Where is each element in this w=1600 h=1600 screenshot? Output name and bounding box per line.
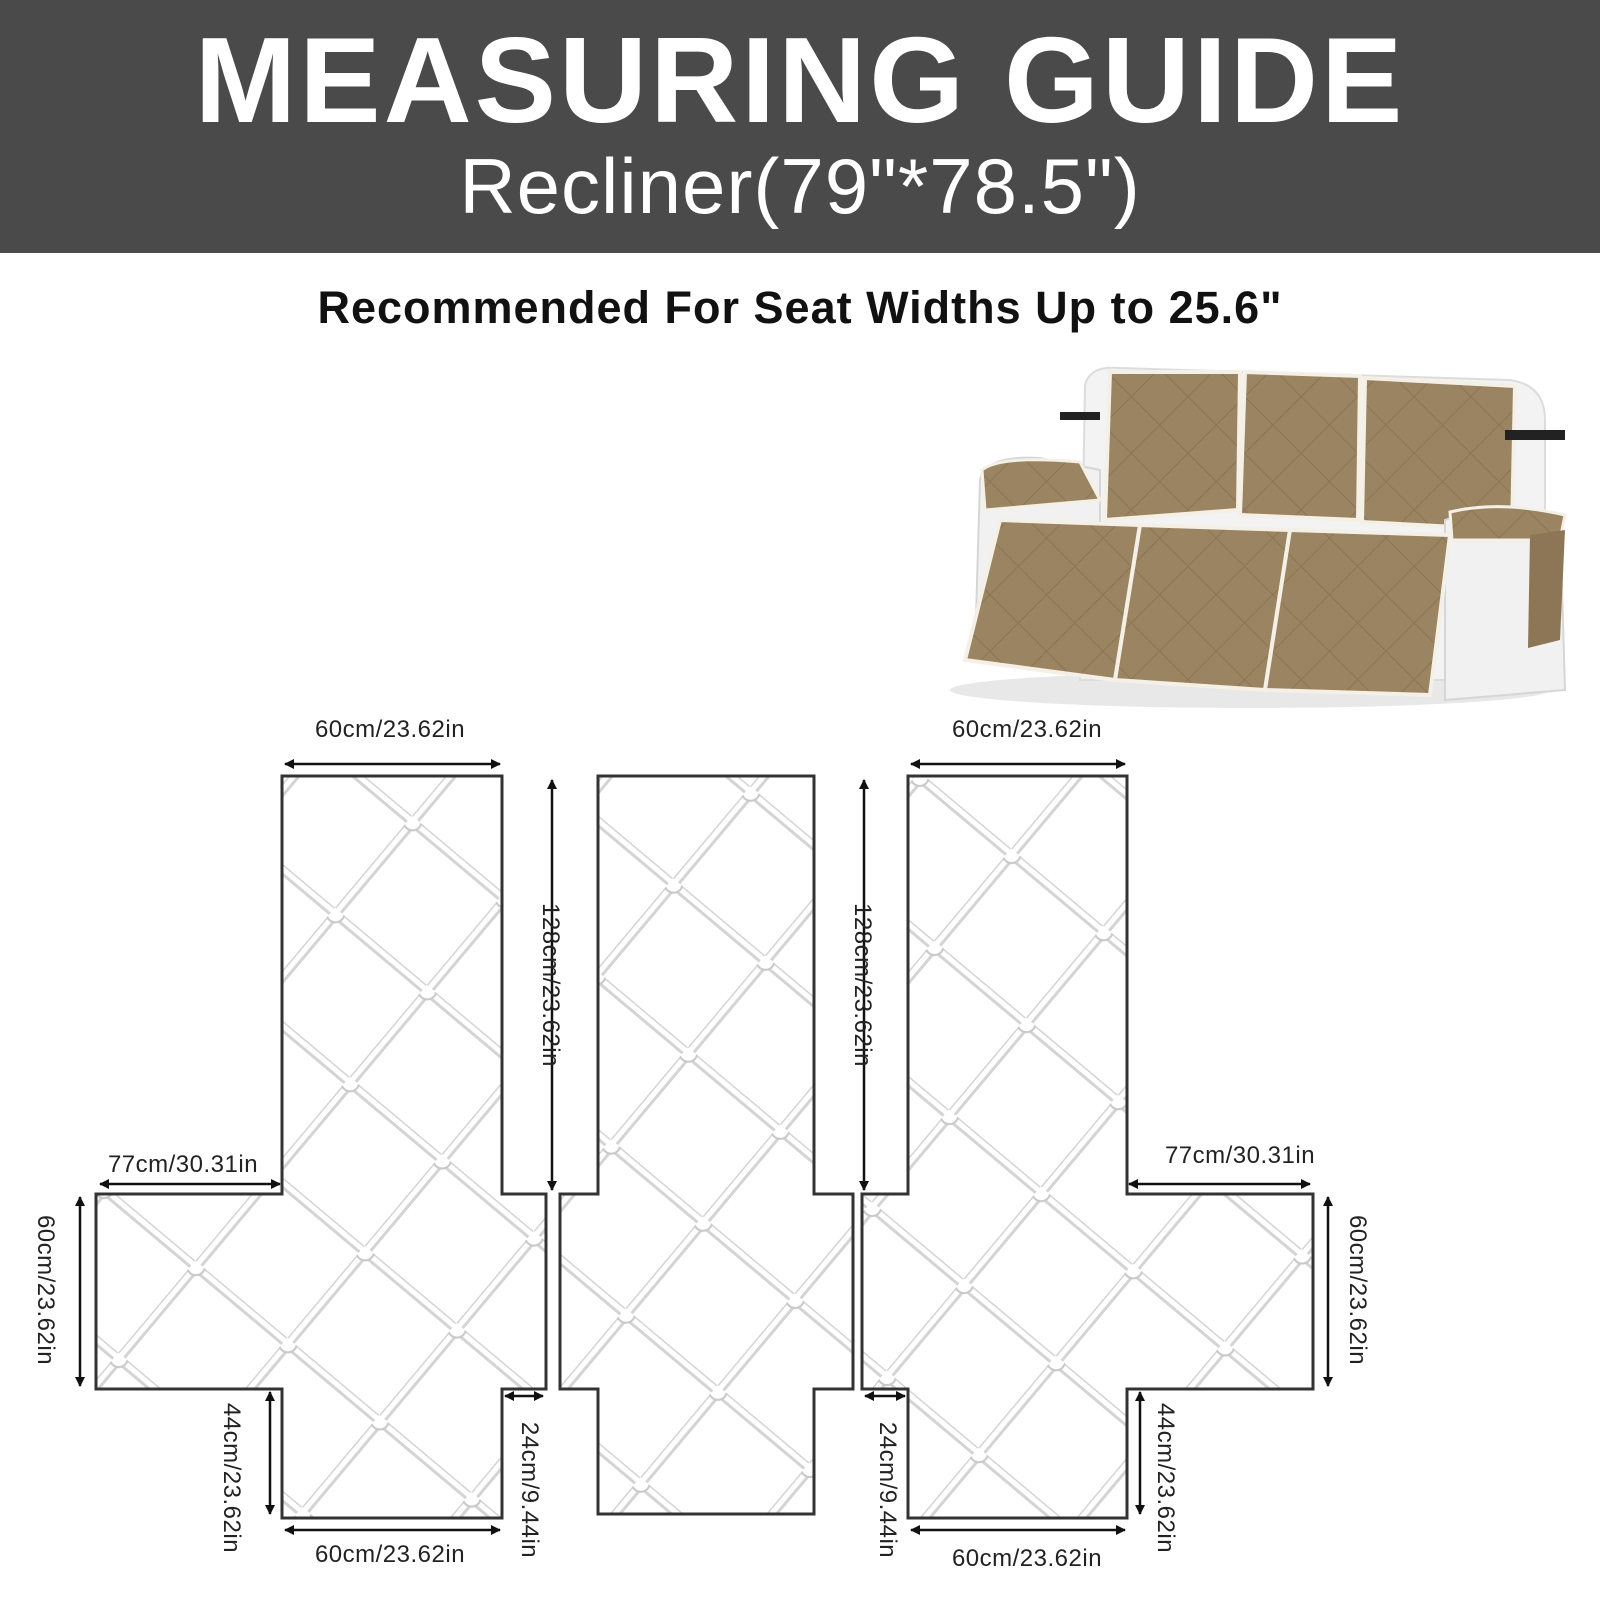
bottom-width-right-label: 60cm/23.62in [951,1545,1103,1572]
top-width-right-label: 60cm/23.62in [951,716,1103,743]
left-cover-piece [96,776,546,1518]
tuck-gap-right-label: 24cm/9.44in [874,1421,901,1559]
tuck-gap-left-label: 24cm/9.44in [516,1421,543,1559]
page-title: MEASURING GUIDE [194,12,1406,148]
back-length-left-label: 128cm/23.62in [537,903,564,1067]
arm-height-right-label: 60cm/23.62in [1344,1214,1371,1366]
recliner-sofa-photo [950,368,1565,708]
back-length-middle-label: 128cm/23.62in [849,903,876,1067]
page-subtitle: Recliner(79"*78.5") [459,142,1141,230]
top-width-left-label: 60cm/23.62in [314,716,466,743]
footrest-length-left-label: 44cm/23.62in [218,1402,245,1554]
arm-width-left-label: 77cm/30.31in [107,1151,259,1178]
arm-width-right-label: 77cm/30.31in [1164,1142,1316,1169]
footrest-length-right-label: 44cm/23.62in [1152,1402,1179,1554]
middle-cover-piece [560,776,853,1514]
arm-height-left-label: 60cm/23.62in [32,1214,59,1366]
seat-width-recommendation: Recommended For Seat Widths Up to 25.6" [317,282,1283,333]
bottom-width-left-label: 60cm/23.62in [314,1541,466,1568]
